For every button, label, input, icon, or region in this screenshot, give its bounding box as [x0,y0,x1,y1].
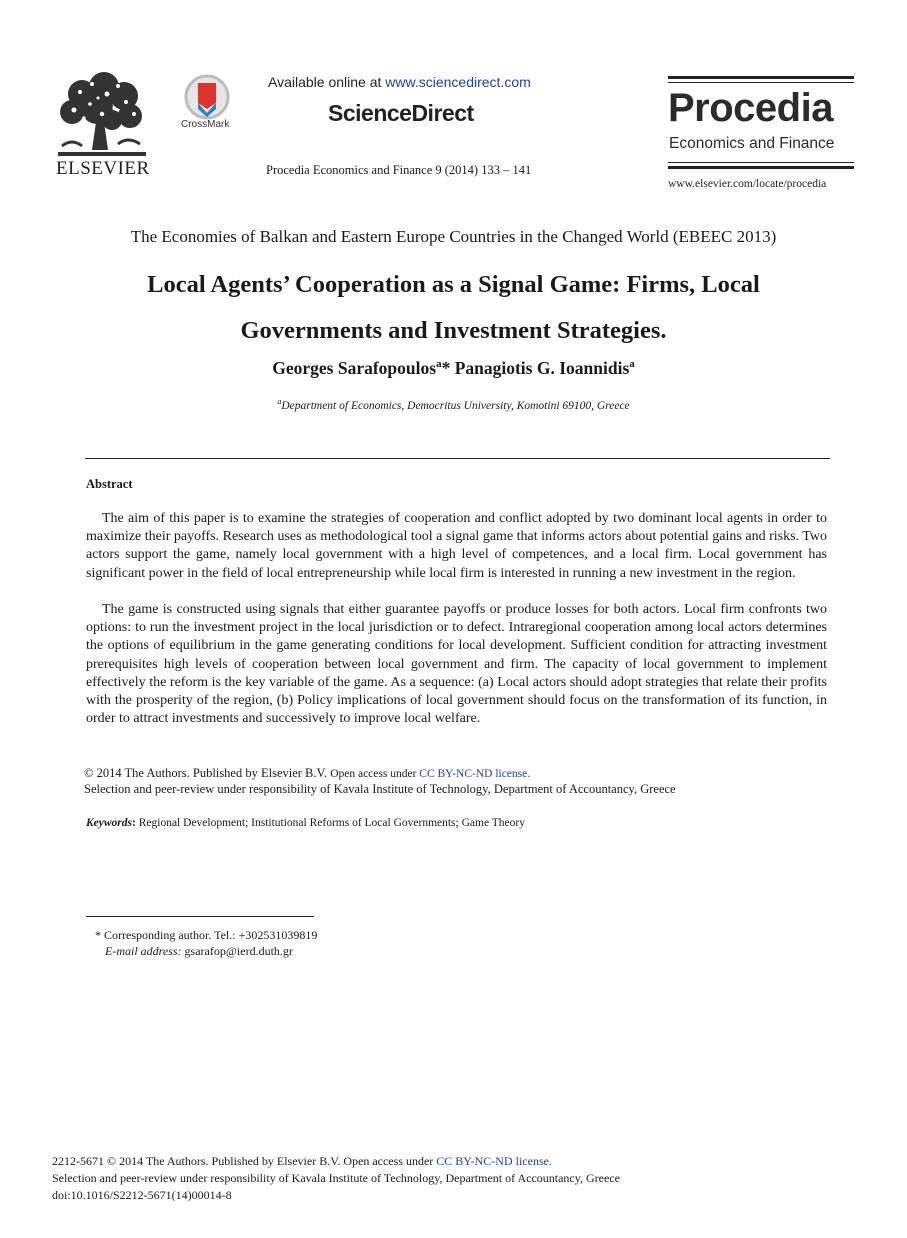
crossmark-label: CrossMark [181,119,230,130]
procedia-masthead [668,76,854,196]
open-access-text: Open access under [330,768,420,780]
abstract-paragraph-2: The game is constructed using signals that either guarantee payoffs or produce losses for both actors. Local firm confronts two options: to run the investment project in the local jurisdiction or to defect. Intraregional cooperation among local actors determines the options of equilibrium in the game generating conditions for local development. Sufficient condition for attracting investment prerequisites high levels of cooperation between local government and firm. The capacity of local government to implement effectively the reform is the key variable of the game. As a sequence: (a) Local actors should adopt strategies that relate their profits with the prosperity of the region, (b) Policy implications of local government should focus on the transformation of its function, in order to attract investments and successively to improve local welfare. [86,602,827,727]
title-line-1: Local Agents’ Cooperation as a Signal Game: Firms, Local [147,271,760,298]
title-line-2: Governments and Investment Strategies. [240,317,667,344]
author-2: Panagiotis G. Ioannidis [454,358,630,378]
email-label: E-mail address: [105,944,182,958]
footnote-divider [86,916,314,917]
keywords-label: Keywords [86,817,132,829]
corresponding-mark: * [441,358,451,378]
affiliation [0,397,907,412]
masthead-rule-lower [668,166,854,169]
keywords-line: Keywords: Regional Development; Institutional Reforms of Local Governments; Game Theory [86,817,525,829]
author-2-affiliation-mark: a [629,358,635,371]
keywords-text: Regional Development; Institutional Reforms of Local Governments; Game Theory [138,817,525,829]
affiliation-mark: a [277,397,282,406]
footer-license-link[interactable]: CC BY-NC-ND license. [436,1154,552,1168]
masthead-rule-thin [668,82,854,83]
procedia-url-link[interactable]: www.elsevier.com/locate/procedia [668,178,827,190]
paper-title [60,262,847,354]
copyright-text: © 2014 The Authors. Published by Elsevier B.V. [84,766,331,780]
footer-peer-review: Selection and peer-review under responsibility of Kavala Institute of Technology, Department of Accountancy, Greece [52,1171,620,1185]
license-link[interactable]: CC BY-NC-ND license. [419,768,531,780]
affiliation-text: Department of Economics, Democritus University, Komotini 69100, Greece [281,399,630,412]
corresponding-author-note: * Corresponding author. Tel.: +302531039819 [95,928,318,942]
journal-reference: Procedia Economics and Finance 9 (2014) 133 – 141 [266,163,532,177]
header-divider [85,458,830,459]
copyright-line [84,766,530,781]
available-prefix: Available online at [268,74,386,90]
footer-copyright [52,1154,552,1169]
abstract-heading: Abstract [86,477,133,491]
procedia-title: Procedia [668,86,833,130]
email-note [105,944,293,959]
footer-issn-copyright: 2212-5671 © 2014 The Authors. Published by Elsevier B.V. Open access under [52,1154,437,1168]
sciencedirect-link[interactable]: www.sciencedirect.com [385,74,531,90]
footer-doi[interactable]: doi:10.1016/S2212-5671(14)00014-8 [52,1188,232,1202]
sciencedirect-wordmark: ScienceDirect [328,100,474,126]
email-address[interactable]: gsarafop@ierd.duth.gr [184,944,293,958]
procedia-subtitle: Economics and Finance [669,135,835,152]
masthead-rule-lower-thin [668,162,854,163]
abstract-paragraph-1: The aim of this paper is to examine the strategies of cooperation and conflict adopted by two dominant local agents in order to maximize their payoffs. Research uses as methodological tool a signal game that informs actors about potential gains and risks. Two actors support the game, namely local government with a high level of competences, and a local firm. Local government has significant power in the field of local entrepreneurship while local firm is interested in running a new investment in the region. [86,511,827,581]
peer-review-statement: Selection and peer-review under responsibility of Kavala Institute of Technology, Department of Accountancy, Greece [84,782,676,796]
masthead-rule-top [668,76,854,79]
conference-name: The Economies of Balkan and Eastern Europe Countries in the Changed World (EBEEC 2013) [130,227,777,246]
elsevier-wordmark: ELSEVIER [56,158,150,179]
available-online-line [268,74,531,90]
author-1-affiliation-mark: a [436,358,442,371]
author-1: Georges Sarafopoulos [272,358,437,378]
author-list [0,358,907,379]
